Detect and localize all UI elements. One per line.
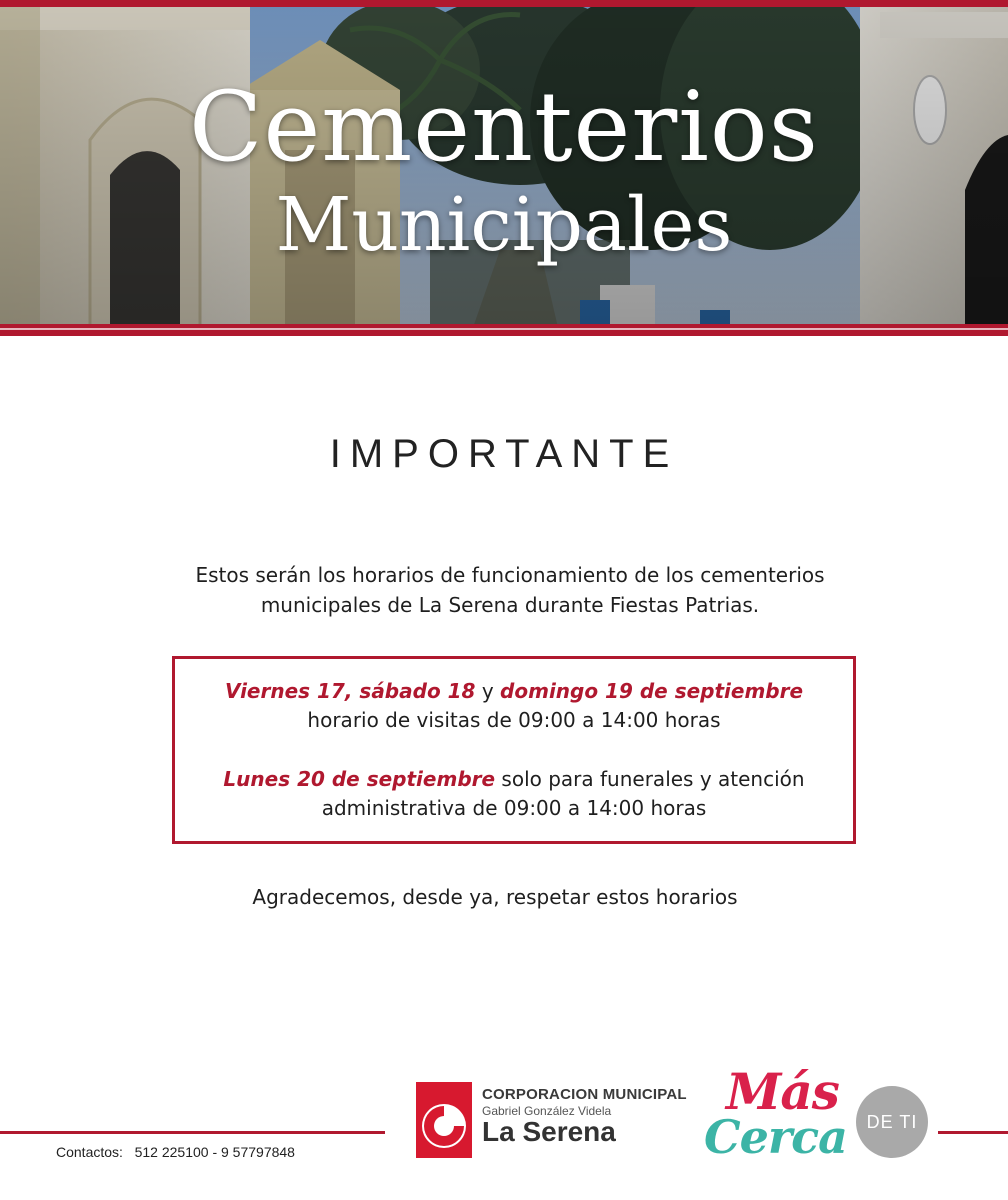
corporacion-municipal-logo-icon bbox=[412, 1080, 476, 1160]
monday-date: Lunes 20 de septiembre bbox=[223, 767, 496, 791]
footer-rule-left bbox=[0, 1131, 385, 1134]
intro-paragraph: Estos serán los horarios de funcionamiento de los cementerios municipales de La Serena durante Fiestas Patrias. bbox=[195, 563, 825, 617]
schedule-weekend bbox=[175, 677, 853, 735]
contacts-line: Contactos: 512 225100 - 9 57797848 bbox=[56, 1144, 295, 1160]
campaign-de-ti-badge: DE TI bbox=[856, 1086, 928, 1158]
weekend-days-b: domingo 19 de septiembre bbox=[500, 679, 804, 703]
header-title bbox=[0, 0, 1008, 336]
header-banner bbox=[0, 0, 1008, 336]
weekend-days-a: Viernes 17, sábado 18 bbox=[224, 679, 476, 703]
schedule-monday bbox=[175, 765, 853, 823]
weekend-days-connector: y bbox=[475, 679, 501, 703]
title-cementerios: Cementerios bbox=[189, 71, 819, 183]
heading-importante: IMPORTANTE bbox=[329, 432, 679, 476]
corp-city: La Serena bbox=[482, 1116, 616, 1147]
corp-name: CORPORACION MUNICIPAL bbox=[482, 1086, 687, 1103]
title-municipales: Municipales bbox=[275, 182, 733, 268]
schedule-notice-box bbox=[172, 656, 856, 844]
weekend-hours: horario de visitas de 09:00 a 14:00 horas bbox=[307, 708, 721, 732]
monday-text-line1: solo para funerales y atención bbox=[495, 767, 805, 791]
monday-text-line2: administrativa de 09:00 a 14:00 horas bbox=[321, 796, 707, 820]
corp-subname: Gabriel González Videla bbox=[482, 1104, 612, 1118]
thanks-text: Agradecemos, desde ya, respetar estos horarios bbox=[252, 885, 738, 909]
footer-rule-right bbox=[938, 1131, 1008, 1134]
campaign-mas: Más bbox=[726, 1062, 839, 1121]
campaign-cerca: Cerca bbox=[704, 1110, 847, 1164]
header-bottom-rule bbox=[0, 324, 1008, 336]
